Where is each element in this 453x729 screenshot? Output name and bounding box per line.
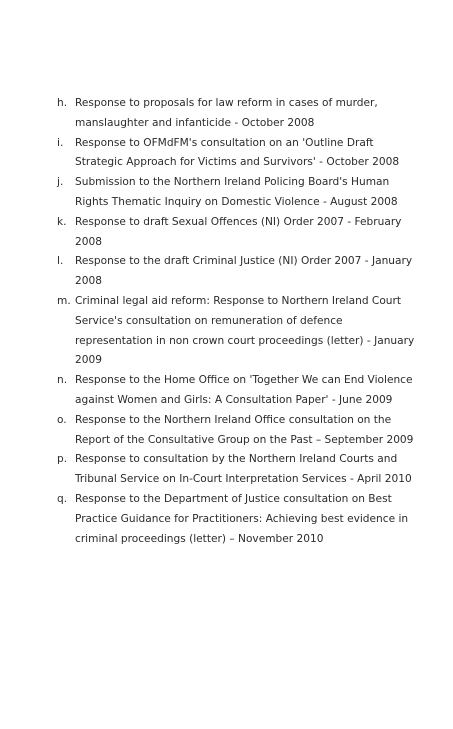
list-marker: l. (57, 255, 64, 268)
list-marker: o. (57, 413, 67, 426)
list-item (57, 371, 417, 411)
list-item-text: Response to the Department of Justice consultation on Best Practice Guidance for Practitioners: Achieving best evidence in criminal proceedings (letter) – November 2010 (75, 492, 409, 545)
list-marker: h. (57, 97, 68, 109)
list-item (57, 252, 417, 292)
list-marker: p. (57, 453, 68, 466)
list-item-text: Response to consultation by the Northern Ireland Courts and Tribunal Service on In-Court Interpretation Services - April 2010 (75, 453, 412, 486)
list-item-text: Response to proposals for law reform in cases of murder, manslaughter and infanticide - October 2008 (75, 97, 378, 129)
list-item-text: Response to OFMdFM's consultation on an 'Outline Draft Strategic Approach for Victims and Survivors' - October 2008 (75, 136, 400, 169)
list-marker: m. (57, 294, 71, 307)
list-marker: n. (57, 374, 68, 387)
list-item-text: Criminal legal aid reform: Response to Northern Ireland Court Service's consultation on remuneration of defence representation in non crown court proceedings (letter) - January 2009 (75, 294, 415, 367)
list-item-text: Response to draft Sexual Offences (NI) Order 2007 - February 2008 (75, 215, 402, 248)
list-item (57, 292, 417, 371)
list-marker: i. (57, 136, 64, 149)
list-item (57, 490, 417, 549)
list-item (57, 450, 417, 490)
list-item (57, 411, 417, 451)
list-item-text: Response to the Northern Ireland Office consultation on the Report of the Consultative Group on the Past – September 2009 (75, 413, 414, 446)
list-marker: j. (57, 176, 64, 189)
response-list (57, 94, 417, 549)
list-item (57, 213, 417, 253)
list-item-text: Submission to the Northern Ireland Policing Board's Human Rights Thematic Inquiry on Domestic Violence - August 2008 (75, 176, 398, 208)
list-item-text: Response to the draft Criminal Justice (NI) Order 2007 - January 2008 (75, 255, 413, 288)
list-marker: k. (57, 215, 67, 228)
list-marker: q. (57, 492, 68, 505)
list-item (57, 94, 417, 134)
list-item (57, 134, 417, 174)
list-item-text: Response to the Home Office on 'Together We can End Violence against Women and Girls: A Consultation Paper' - June 2009 (75, 374, 413, 406)
list-item (57, 173, 417, 213)
